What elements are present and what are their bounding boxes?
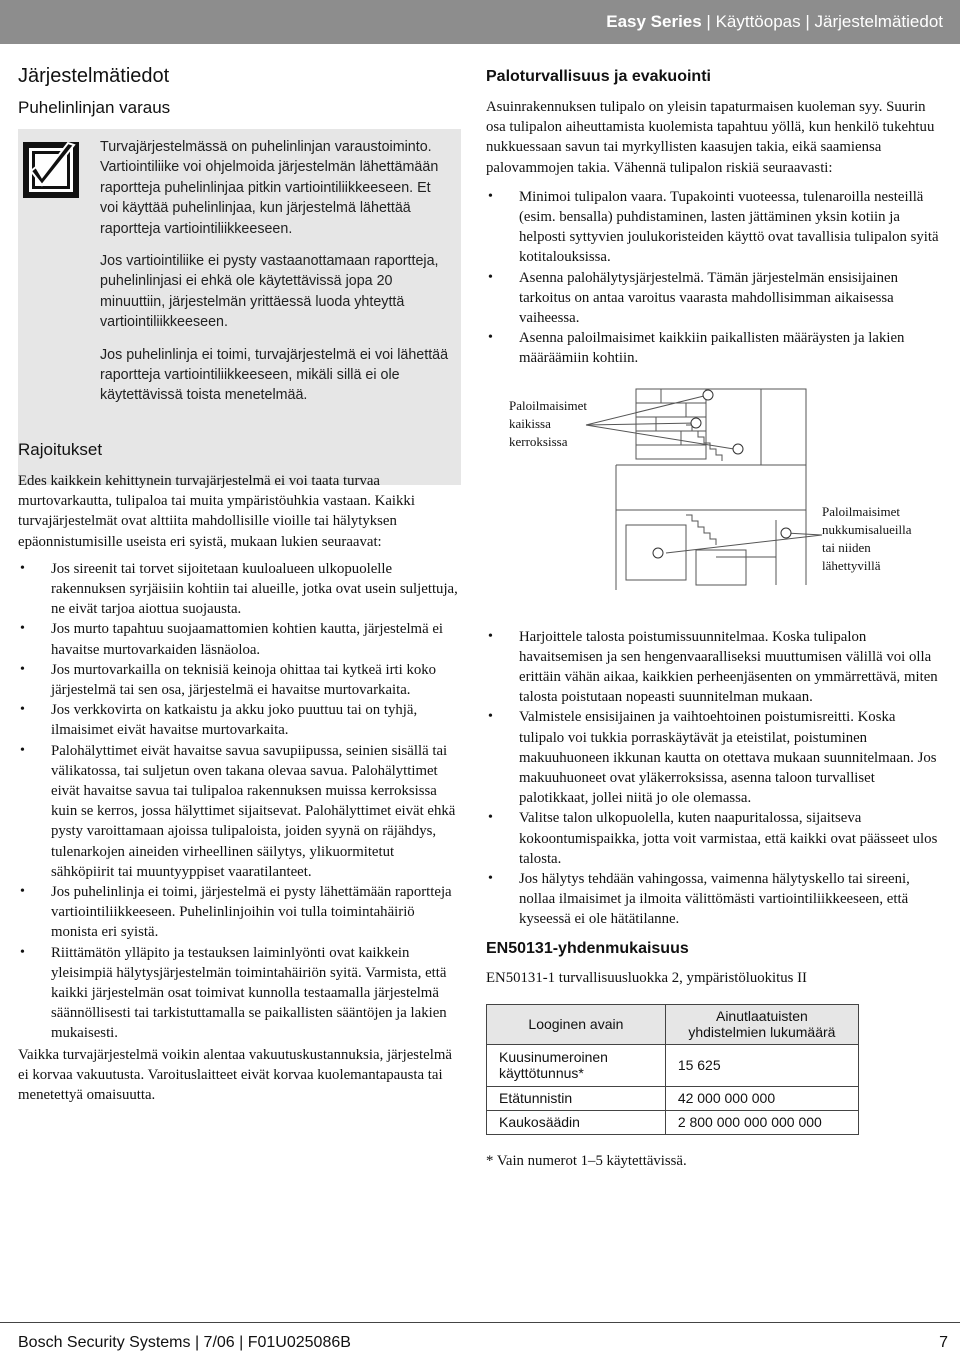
- rajoitukset-intro: Edes kaikkein kehittynein turvajärjestelmä ei voi taata turvaa murtovarkautta, tulipaloa tai muita ympäristöuhkia vastaan. Kaikki turvajärjestelmät ovat alttiita mahdollisille vioille tai hälytyksen epäonnistumisille useista eri syistä, mukaan lukien seuraavat:: [18, 473, 415, 550]
- label-all-floors: Paloilmaisimet kaikissa kerroksissa: [509, 397, 587, 449]
- right-column: [486, 66, 941, 1171]
- list-item: • Asenna palohälytysjärjestelmä. Tämän järjestelmän ensisijainen tarkoitus on antaa varoitus vaarasta mahdollisimman aikaisessa vaiheessa.: [486, 268, 941, 329]
- footer-divider: [0, 1322, 960, 1323]
- smoke-detector-icon: [691, 418, 701, 428]
- smoke-detector-diagram: [486, 385, 941, 625]
- table-header: Ainutlaatuisten yhdistelmien lukumäärä: [665, 1004, 858, 1044]
- fire-safety-list: [486, 187, 941, 369]
- table-row: [487, 1086, 859, 1110]
- left-column: [18, 62, 461, 1104]
- table-footnote: * Vain numerot 1–5 käytettävissä.: [486, 1152, 687, 1169]
- fire-safety-title: Paloturvallisuus ja evakuointi: [486, 68, 711, 85]
- info-box: [18, 129, 461, 485]
- page-header: [0, 0, 960, 44]
- list-item: • Harjoittele talosta poistumissuunnitelmaa. Koska tulipalon havaitsemisen ja sen hengenvaaralliseksi muuttumisen välillä voi olla erittäin vähän aikaa, kaikkien perheenjäsenten on ymmärrettävä, miten talosta poistutaan nopeasti suunnitelman mukaan.: [486, 627, 941, 708]
- table-cell: Kaukosäädin: [487, 1110, 666, 1134]
- key-table: [486, 1004, 859, 1135]
- table-cell: 15 625: [665, 1044, 858, 1086]
- house-drawing: [486, 385, 941, 625]
- list-item: • Valmistele ensisijainen ja vaihtoehtoinen poistumisreitti. Koska tulipalo voi tukkia porraskäytävät ja eteistilat, poistuminen makuuhuoneen ikkunan kautta on otettava mukaan suunnitelmaan. Jos makuuhuoneet ovat yläkerroksissa, asenna taloon turvalliset palotikkaat, jollei niitä jo ole olemassa.: [486, 707, 941, 808]
- header-series: Easy Series: [606, 12, 702, 31]
- header-rest: | Käyttöopas | Järjestelmätiedot: [701, 12, 943, 31]
- table-cell: Kuusinumeroinen käyttötunnus*: [487, 1044, 666, 1086]
- table-row: [487, 1044, 859, 1086]
- smoke-detector-icon: [653, 548, 663, 558]
- footer-text: Bosch Security Systems | 7/06 | F01U025086B: [18, 1334, 351, 1351]
- section-title: Järjestelmätiedot: [18, 65, 170, 87]
- rajoitukset-list: [18, 559, 461, 1044]
- fire-safety-intro: Asuinrakennuksen tulipalo on yleisin tapaturmaisen kuoleman syy. Suurin osa tulipalon aiheuttamista kuolemista tapahtuu yöllä, kun henkilö tukehtuu nukkuessaan savun tai myrkyllisten kaasujen takia, eikä saamiensa palovammojen takia. Vähennä tulipalon riskiä seuraavasti:: [486, 99, 935, 176]
- table-cell: Etätunnistin: [487, 1086, 666, 1110]
- table-header: Looginen avain: [487, 1004, 666, 1044]
- list-item: • Jos puhelinlinja ei toimi, järjestelmä ei pysty lähettämään raportteja vartiointiliikkeeseen. Puhelinlinjoihin voi tulla toimintahäiriö monista eri syistä.: [18, 882, 461, 943]
- list-item: • Jos verkkovirta on katkaistu ja akku joko puuttuu tai on tyhjä, ilmaisimet eivät havaitse murtovarkaita.: [18, 700, 461, 740]
- checkmark-icon: [22, 141, 80, 199]
- page-footer: [18, 1334, 948, 1352]
- label-sleeping-areas: Paloilmaisimet nukkumisalueilla tai niiden lähettyvillä: [822, 503, 912, 573]
- rajoitukset-title: Rajoitukset: [18, 440, 103, 459]
- list-item: • Jos murtovarkailla on teknisiä keinoja ohittaa tai kytkeä irti koko järjestelmä tai sen osa, järjestelmä ei havaitse murtovarkaita.: [18, 660, 461, 700]
- closing-paragraph: Vaikka turvajärjestelmä voikin alentaa vakuutuskustannuksia, järjestelmä ei korvaa vakuutusta. Varoituslaitteet eivät korvaa kuolemantapausta tai menetettyä omaisuutta.: [18, 1046, 452, 1104]
- info-paragraph: Jos vartiointiliike ei pysty vastaanottamaan raportteja, puhelinlinjasi ei ehkä ole käytettävissä jopa 20 minuuttiin, järjestelmän yrittäessä luoda yhteyttä vartiointiliikkeeseen.: [100, 253, 439, 331]
- info-paragraph: Jos puhelinlinja ei toimi, turvajärjestelmä ei voi lähettää raportteja vartiointiliikkeeseen, mikäli sillä ei ole käytettävissä toista menetelmää.: [100, 346, 449, 404]
- info-paragraph: Turvajärjestelmässä on puhelinlinjan varaustoiminto. Vartiointiliike voi ohjelmoida järjestelmän lähettämään raportteja puhelinlinjaa pitkin vartiointiliikkeeseen. Et voi käyttää puhelinlinjaa, kun järjestelmä lähettää raportteja vartiointiliikkeeseen.: [100, 139, 439, 237]
- en50131-text: EN50131-1 turvallisuusluokka 2, ympäristöluokitus II: [486, 969, 807, 986]
- list-item: • Palohälyttimet eivät havaitse savua savupiipussa, seinien sisällä tai välikatossa, tai suljetun oven takana olevaa savua. Palohälyttimet eivät havaitse savua tai tulipaloa rakennuksen muissa kerroksissa kuin se kerros, jossa hälyttimet sijaitsevat. Palohälyttimet eivät ehkä pysty varoittamaan ajoissa tulipaloista, joiden syynä on räjähdys, tulenarkojen aineiden virheellinen säilytys, ylikuormitetut sähköpiirit tai muuntyyppiset vaaratilanteet.: [18, 741, 461, 882]
- list-item: • Jos murto tapahtuu suojaamattomien kohtien kautta, järjestelmä ei havaitse murtovarkaiden läsnäoloa.: [18, 619, 461, 659]
- table-cell: 42 000 000 000: [665, 1086, 858, 1110]
- list-item: • Jos hälytys tehdään vahingossa, vaimenna hälytyskello tai sireeni, nollaa ilmaisimet ja ilmoita välittömästi vartiointiliikkeeseen, että kyseessä ei ole hätätilanne.: [486, 869, 941, 930]
- table-cell: 2 800 000 000 000 000: [665, 1110, 858, 1134]
- list-item: • Jos sireenit tai torvet sijoitetaan kuuloalueen ulkopuolelle rakennuksen syrjäisiin kohtiin tai alueille, jotka ovat usein suljettuja, ne eivät tarjoa aiottua suojausta.: [18, 559, 461, 620]
- table-row: [487, 1110, 859, 1134]
- page-number: 7: [939, 1334, 948, 1351]
- smoke-detector-icon: [781, 528, 791, 538]
- list-item: • Asenna paloilmaisimet kaikkiin paikallisten määräysten ja lakien määräämiin kohtiin.: [486, 328, 941, 368]
- evacuation-list: [486, 627, 941, 930]
- list-item: • Riittämätön ylläpito ja testauksen laiminlyönti ovat kaikkein yleisimpiä hälytysjärjestelmän toimintahäiriön syitä. Varmista, että kaikki järjestelmän osat toimivat kunnolla testaamalla järjestelmä säännöllisesti tai tarkistuttamalla se paikallisten sääntöjen ja lakien mukaisesti.: [18, 943, 461, 1044]
- en50131-title: EN50131-yhdenmukaisuus: [486, 939, 689, 957]
- smoke-detector-icons: [653, 390, 791, 558]
- list-item: • Minimoi tulipalon vaara. Tupakointi vuoteessa, tulenaroilla nesteillä (esim. bensalla) puhdistaminen, lasten jättäminen yksin kotiin ja helposti syttyvien joulukoristeiden käyttö ovat tavallisia tulipalon syitä kotitalouksissa.: [486, 187, 941, 268]
- smoke-detector-icon: [703, 390, 713, 400]
- smoke-detector-icon: [733, 444, 743, 454]
- subsection-title: Puhelinlinjan varaus: [18, 98, 171, 117]
- list-item: • Valitse talon ulkopuolella, kuten naapuritalossa, sijaitseva kokoontumispaikka, jotta voit varmistaa, että kaikki ovat päässeet ulos talosta.: [486, 808, 941, 869]
